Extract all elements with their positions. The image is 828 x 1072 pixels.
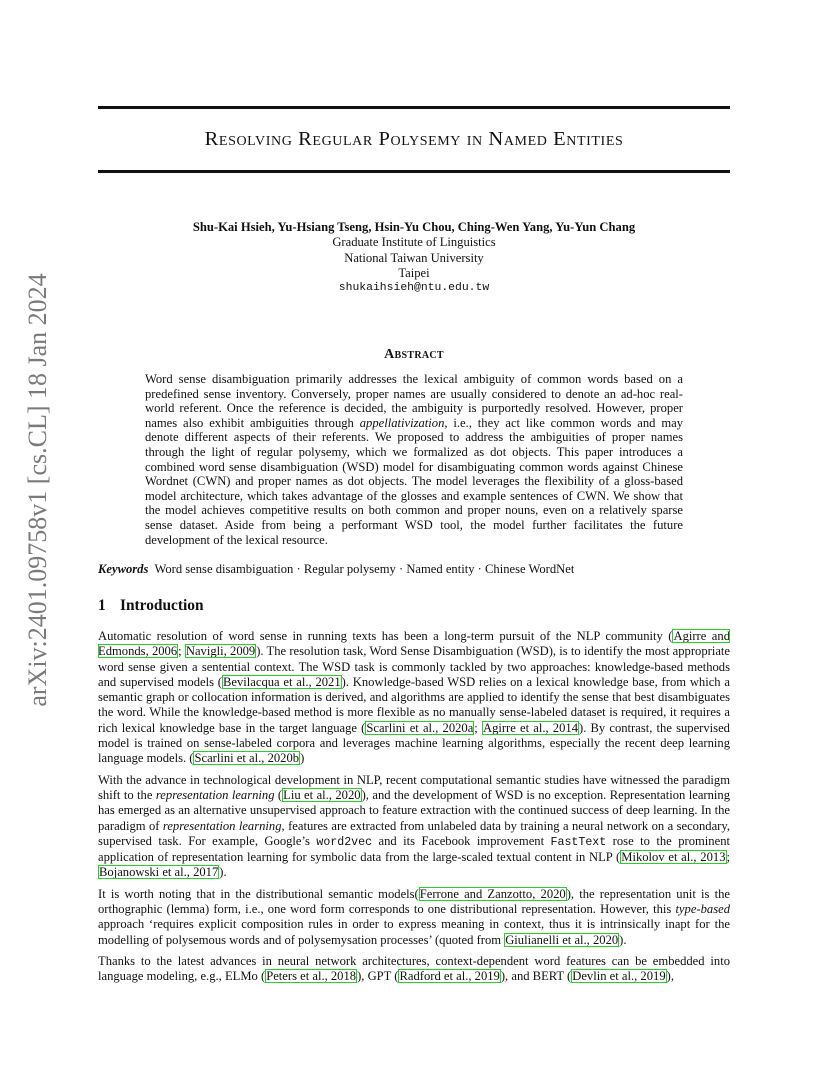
citation-link[interactable]: Mikolov et al., 2013: [621, 850, 726, 865]
author-institute: Graduate Institute of Linguistics: [332, 235, 496, 250]
keywords-label: Keywords: [98, 562, 149, 576]
keywords-list: Word sense disambiguation · Regular polysemy · Named entity · Chinese WordNet: [154, 562, 575, 576]
citation-link[interactable]: Ferrone and Zanzotto, 2020: [419, 886, 566, 901]
keywords: [98, 562, 730, 577]
citation-link[interactable]: Giulianelli et al., 2020: [505, 932, 619, 947]
paragraph: With the advance in technological development in NLP, recent computational semantic studies have witnessed the paradigm shift to the representation learning (Liu et al., 2020), and the development of WSD is no exception. Representation learning has emerged as an alternative unsupervised approach to feature extraction with the continued success of deep learning. In the paradigm of representation learning, features are extracted from unlabeled data by training a neural network on a secondary, supervised task. For example, Google’s word2vec and its Facebook improvement FastText rose to the prominent application of representation learning for symbolic data from the large-scaled textual content in NLP (Mikolov et al., 2013; Bojanowski et al., 2017).: [98, 772, 730, 880]
section-title: Introduction: [120, 597, 204, 614]
arxiv-stamp: [22, 273, 54, 707]
body-text: [98, 629, 730, 991]
citation-link[interactable]: Bevilacqua et al., 2021: [222, 674, 341, 689]
citation-link[interactable]: Bojanowski et al., 2017: [99, 865, 219, 880]
abstract-text: Word sense disambiguation primarily addresses the lexical ambiguity of common words based on a predefined sense inventory. Conversely, proper names are usually considered to denote an ad-hoc real-world referent. Once the reference is decided, the ambiguity is purportedly resolved. However, proper names also exhibit ambiguities through appellativization, i.e., they act like common words and may denote different aspects of their referents. We proposed to address the ambiguities of proper names through the light of regular polysemy, which we formalized as dot objects. This paper introduces a combined word sense disambiguation (WSD) model for disambiguating common words against Chinese Wordnet (CWN) and proper names as dot objects. The model leverages the flexibility of a gloss-based model architecture, which takes advantage of the glosses and example sentences of CWN. We show that the model achieves competitive results on both common and proper nouns, even on a relatively sparse sense dataset. Aside from being a performant WSD tool, the model further facilitates the future development of the lexical resource.: [145, 372, 683, 547]
paper-title: Resolving Regular Polysemy in Named Entities: [204, 128, 624, 150]
section-heading: [98, 597, 204, 615]
arxiv-stamp-text: arXiv:2401.09758v1 [cs.CL] 18 Jan 2024: [23, 273, 52, 707]
author-email: shukaihsieh@ntu.edu.tw: [338, 282, 490, 295]
section-number: 1: [98, 597, 106, 614]
citation-link[interactable]: Devlin et al., 2019: [572, 969, 666, 984]
author-university: National Taiwan University: [344, 250, 484, 265]
citation-link[interactable]: Scarlini et al., 2020b: [194, 751, 300, 766]
citation-link[interactable]: Agirre and Edmonds, 2006: [98, 629, 730, 659]
citation-link[interactable]: Liu et al., 2020: [283, 787, 361, 802]
citation-link[interactable]: Peters et al., 2018: [266, 969, 357, 984]
citation-link[interactable]: Radford et al., 2019: [399, 969, 500, 984]
paragraph: Automatic resolution of word sense in running texts has been a long-term pursuit of the NLP community (Agirre and Edmonds, 2006; Navigli, 2009). The resolution task, Word Sense Disambiguation (WSD), is to identify the most appropriate word sense given a sentential context. The WSD task is commonly tackled by two approaches: knowledge-based methods and supervised models (Bevilacqua et al., 2021). Knowledge-based WSD relies on a lexical knowledge base, from which a semantic graph or collocation information is derived, and algorithms are applied to identify the sense that best disambiguates the word. While the knowledge-based method is more flexible as no manually sense-labeled dataset is required, it requires a rich lexical knowledge base in the target language (Scarlini et al., 2020a; Agirre et al., 2014). By contrast, the supervised model is trained on sense-labeled corpora and leverages machine learning algorithms, especially the recent deep learning language models. (Scarlini et al., 2020b): [98, 629, 731, 766]
author-block: [98, 220, 730, 296]
citation-link[interactable]: Navigli, 2009: [185, 644, 256, 659]
citation-link[interactable]: Agirre et al., 2014: [482, 720, 578, 735]
author-city: Taipei: [398, 265, 430, 280]
citation-link[interactable]: Scarlini et al., 2020a: [366, 720, 474, 735]
title-top-rule: [98, 106, 730, 109]
author-names: Shu-Kai Hsieh, Yu-Hsiang Tseng, Hsin-Yu Chou, Ching-Wen Yang, Yu-Yun Chang: [192, 220, 636, 234]
paragraph: It is worth noting that in the distributional semantic models(Ferrone and Zanzotto, 2020), the representation unit is the orthographic (lemma) form, i.e., one word form corresponds to one distributional representation. However, this type-based approach ‘requires explicit composition rules in order to express meaning in context, thus it is intrinsically inapt for the modelling of polysemous words and of polysemysation processes’ (quoted from Giulianelli et al., 2020).: [98, 886, 731, 947]
title-bottom-rule: [98, 170, 730, 173]
paragraph: Thanks to the latest advances in neural network architectures, context-dependent word features can be embedded into language modeling, e.g., ELMo (Peters et al., 2018), GPT (Radford et al., 2019), and BERT (Devlin et al., 2019),: [98, 953, 730, 984]
abstract-heading: Abstract: [384, 347, 444, 362]
